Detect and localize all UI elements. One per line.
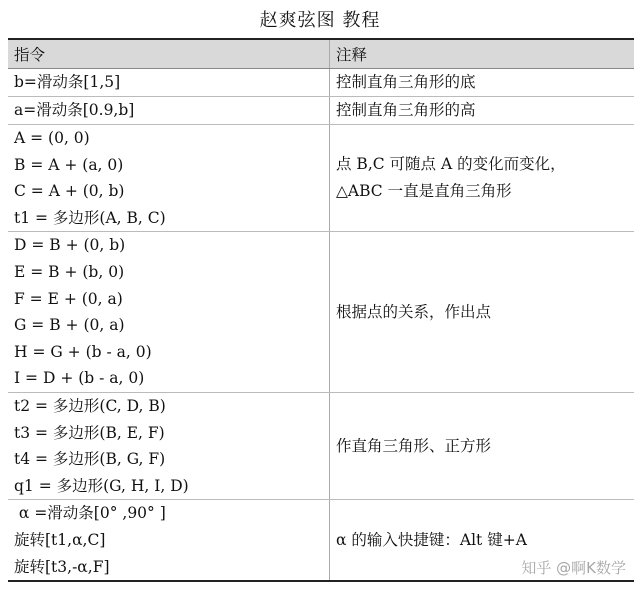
note-line: 根据点的关系，作出点	[336, 302, 492, 321]
command-cell	[8, 232, 330, 393]
command-line: b=滑动条[1,5]	[14, 73, 121, 91]
note-line: 控制直角三角形的底	[336, 73, 476, 91]
note-cell	[330, 392, 635, 499]
command-cell	[8, 500, 330, 581]
table-row	[8, 97, 634, 125]
note-line: 作直角三角形、正方形	[336, 436, 492, 455]
command-line: I = D + (b - a, 0)	[14, 369, 145, 388]
command-line: H = G + (b - a, 0)	[14, 342, 152, 361]
command-line: F = E + (0, a)	[14, 289, 123, 308]
table-row	[8, 69, 634, 97]
header-cmd: 指令	[8, 39, 330, 69]
command-line: t2 = 多边形(C, D, B)	[14, 396, 166, 415]
command-cell	[8, 69, 330, 97]
instruction-table	[8, 38, 634, 582]
note-cell	[330, 125, 635, 232]
note-cell	[330, 232, 635, 393]
table-row	[8, 392, 634, 499]
command-cell	[8, 392, 330, 499]
command-line: C = A + (0, b)	[14, 182, 125, 201]
command-line: a=滑动条[0.9,b]	[14, 101, 135, 119]
command-line: G = B + (0, a)	[14, 316, 125, 335]
command-line: t1 = 多边形(A, B, C)	[14, 208, 166, 227]
note-cell	[330, 69, 635, 97]
command-cell	[8, 125, 330, 232]
note-line: △ABC 一直是直角三角形	[336, 182, 512, 201]
table-header-row	[8, 39, 634, 69]
command-line: 旋转[t1,α,C]	[14, 530, 106, 549]
page-title: 赵爽弦图 教程	[259, 10, 381, 31]
command-line: A = (0, 0)	[14, 129, 90, 147]
header-note: 注释	[330, 39, 635, 69]
table-row	[8, 125, 634, 232]
note-line: 点 B,C 可随点 A 的变化而变化，	[336, 155, 566, 174]
command-line: D = B + (0, b)	[14, 236, 126, 255]
command-line: α =滑动条[0° ,90° ]	[14, 504, 166, 523]
watermark: 知乎 @啊K数学	[521, 559, 626, 577]
command-cell	[8, 97, 330, 125]
note-cell	[330, 97, 635, 125]
command-line: E = B + (b, 0)	[14, 262, 125, 281]
command-line: q1 = 多边形(G, H, I, D)	[14, 476, 189, 495]
note-line: α 的输入快捷键：Alt 键+A	[336, 530, 527, 549]
command-line: 旋转[t3,-α,F]	[14, 557, 110, 576]
note-line: 控制直角三角形的高	[336, 101, 476, 119]
command-line: t4 = 多边形(B, G, F)	[14, 450, 166, 469]
command-line: B = A + (a, 0)	[14, 155, 124, 174]
command-line: t3 = 多边形(B, E, F)	[14, 423, 165, 442]
table-row	[8, 232, 634, 393]
